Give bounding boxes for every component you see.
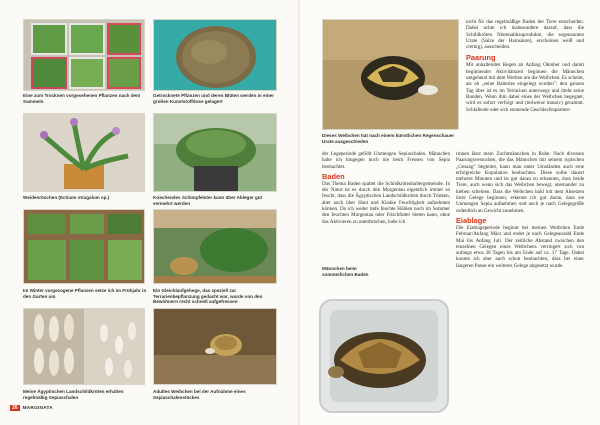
- caption-8: Adultes Weibchen bei der Aufnahme eines Sepiaschalenstückes: [153, 389, 246, 400]
- photo-dried-plants-container-art: [154, 20, 277, 91]
- paragraph-eiablage: Die Eiablageperiode beginnt bei meinen Weibchen Ende Februar/Anfang März und endet je nach Gelegeanzahl Ende Mai bis Anfang Juli. Der zeitliche Abstand zwischen den einzelnen Gelegen eines Weibchens verringert sich von anfangs etwa 30 Tagen bis am Ende auf ca. 17 Tage. Dabei konnte ich aber auch schon beobachten, dass bei einer längeren Pause ein weiteres Gelege abgesetzt wurde.: [456, 224, 584, 269]
- photo-female-eating: [153, 308, 277, 385]
- right-page: [300, 0, 600, 425]
- caption-4: Kriechendes Schimpfelster kann über Ableger gut vermehrt werden: [153, 195, 263, 206]
- photo-female-urate-art: [323, 20, 459, 130]
- photo-seedlings: [23, 209, 145, 284]
- photo-potted-plant-art: [154, 114, 277, 192]
- caption-2: Getrocknete Pflanzen und deren Blüten werden in einer großen Kunststoffdose gelagert: [153, 93, 274, 104]
- photo-echium-plant-art: [24, 114, 145, 192]
- text-column-baden: [322, 151, 450, 225]
- photo-tortoise-enclosure-art: [154, 210, 277, 284]
- caption-1: Eine zum Trocknen vorgesehenen Pflanzen nach dem Sammeln: [23, 93, 141, 104]
- photo-cuttlebones-art: [24, 309, 145, 385]
- page-folio: [10, 405, 53, 411]
- paragraph-legeperiode: der Legeperiode gefüllt Unmengen Sepiaschalen. Männchen habe ich hingegen noch nie beim Fressen von Sepia beobachtet.: [322, 151, 450, 170]
- photo-seedlings-art: [24, 210, 145, 284]
- caption-3: Weidenröschen (Echium stragalum sp.): [23, 195, 110, 200]
- heading-eiablage: Eiablage: [456, 215, 487, 225]
- text-column-right-top: [466, 19, 584, 113]
- photo-cuttlebones: [23, 308, 145, 385]
- page-number: 26: [12, 405, 18, 411]
- photo-dried-plants-container: [153, 19, 277, 91]
- photo-male-bathing: [300, 280, 452, 418]
- paragraph-paarung: Mit anhaltenden Regen ab Anfang Oktober und damit beginnender Aktivitätszeit beginnen die Männchen umgehend mit dem Werben um die Weibchen. Es scheint, als ob „seine Batteries eingelegt wurden": den ganzen Tag über ist es im Terrarium unterwegs und dreht seine Runden. Wenn ihm dabei eines der Weibchen begegnet, wird es sofort verfolgt und (teilweise massiv) gerammt. Schlafende oder sich sonnende Geschlechtspartner-: [466, 62, 584, 113]
- photo-male-bathing-art: [300, 280, 452, 418]
- photo-potted-plant: [153, 113, 277, 192]
- caption-7: Meine Ägyptischen Landschildkröten erhalten regelmäßig Sepiaschalen: [23, 389, 124, 400]
- paragraph-baden: Das Thema Baden spaltet die Schildkrötenhaltergemeinde. In der Natur ist es durch den Morgentau eigentlich immer so feucht, dass die Ägyptischen Landschildkröten durch Trinken, aber auch über Haut und Kloake Feuchtigkeit aufnehmen können. Da ich weder tiefe feuchte Höhlen noch im Sommer den feuchten Morgentau oder Frischfutter bieten kann, ohne das Aktivieren zu unterbrechen, habe ich: [322, 180, 450, 225]
- heading-baden: Baden: [322, 171, 345, 181]
- heading-paarung: Paarung: [466, 53, 496, 63]
- photo-tortoise-enclosure: [153, 209, 277, 284]
- text-column-eiablage: [456, 151, 584, 269]
- paragraph-kopulation: rinnen lässt mein Zuchtmännchen in Ruhe. Nach diversen Paarungsversuchen, die das Männchen mit seinem typischen „Gesang" begleitet, kann man unter Umständen auch eine erfolgreiche Kopulation beobachten. Diese sollte dauert mehrere Minuten und ist gut daran zu erkennen, dass beide Tiere, auch wenn sich das Weibchen bewegt, aneinander zu kleben scheinen. Dass die Weibchen bald mit dem Absetzen ihrer Gelege beginnen, erkenne ich gut daran, dass sie Unmengen Sepia aufnehmen und auch je nach Gelegegröße ordentlich an Gewicht zunehmen.: [456, 151, 584, 214]
- photo-dried-plants-trays-art: [24, 20, 145, 91]
- caption-10: Männchen beim sommerlichen Baden: [322, 266, 369, 277]
- magazine-name: MARGINATA: [22, 405, 53, 411]
- photo-echium-plant: [23, 113, 145, 192]
- paragraph-urate: nicht für das regelmäßige Baden der Tiere entscheiden. Dabei achte ich insbesondere darauf, dass die Schildkröten Nierenabbauprodukte, die sogenannten Urate (Salze der Harnsäure), erscheinen weiß und cremig), ausscheiden.: [466, 19, 584, 51]
- photo-female-urate: [322, 19, 459, 130]
- caption-6: Ein Gleichlaufgehege, das speziell zur Terrarienbepflanzung gedacht war, wurde von den Bewohnern recht schnell aufgefressen: [153, 288, 263, 305]
- caption-9: Dieses Weibchen hat nach einem künstlichen Regenschauer Urate ausgeschieden: [322, 133, 455, 144]
- photo-dried-plants-trays: [23, 19, 145, 91]
- caption-5: Im Winter vorgezogene Pflanzen setze ich im Frühjahr in den Garten um: [23, 288, 147, 299]
- photo-female-eating-art: [154, 309, 277, 385]
